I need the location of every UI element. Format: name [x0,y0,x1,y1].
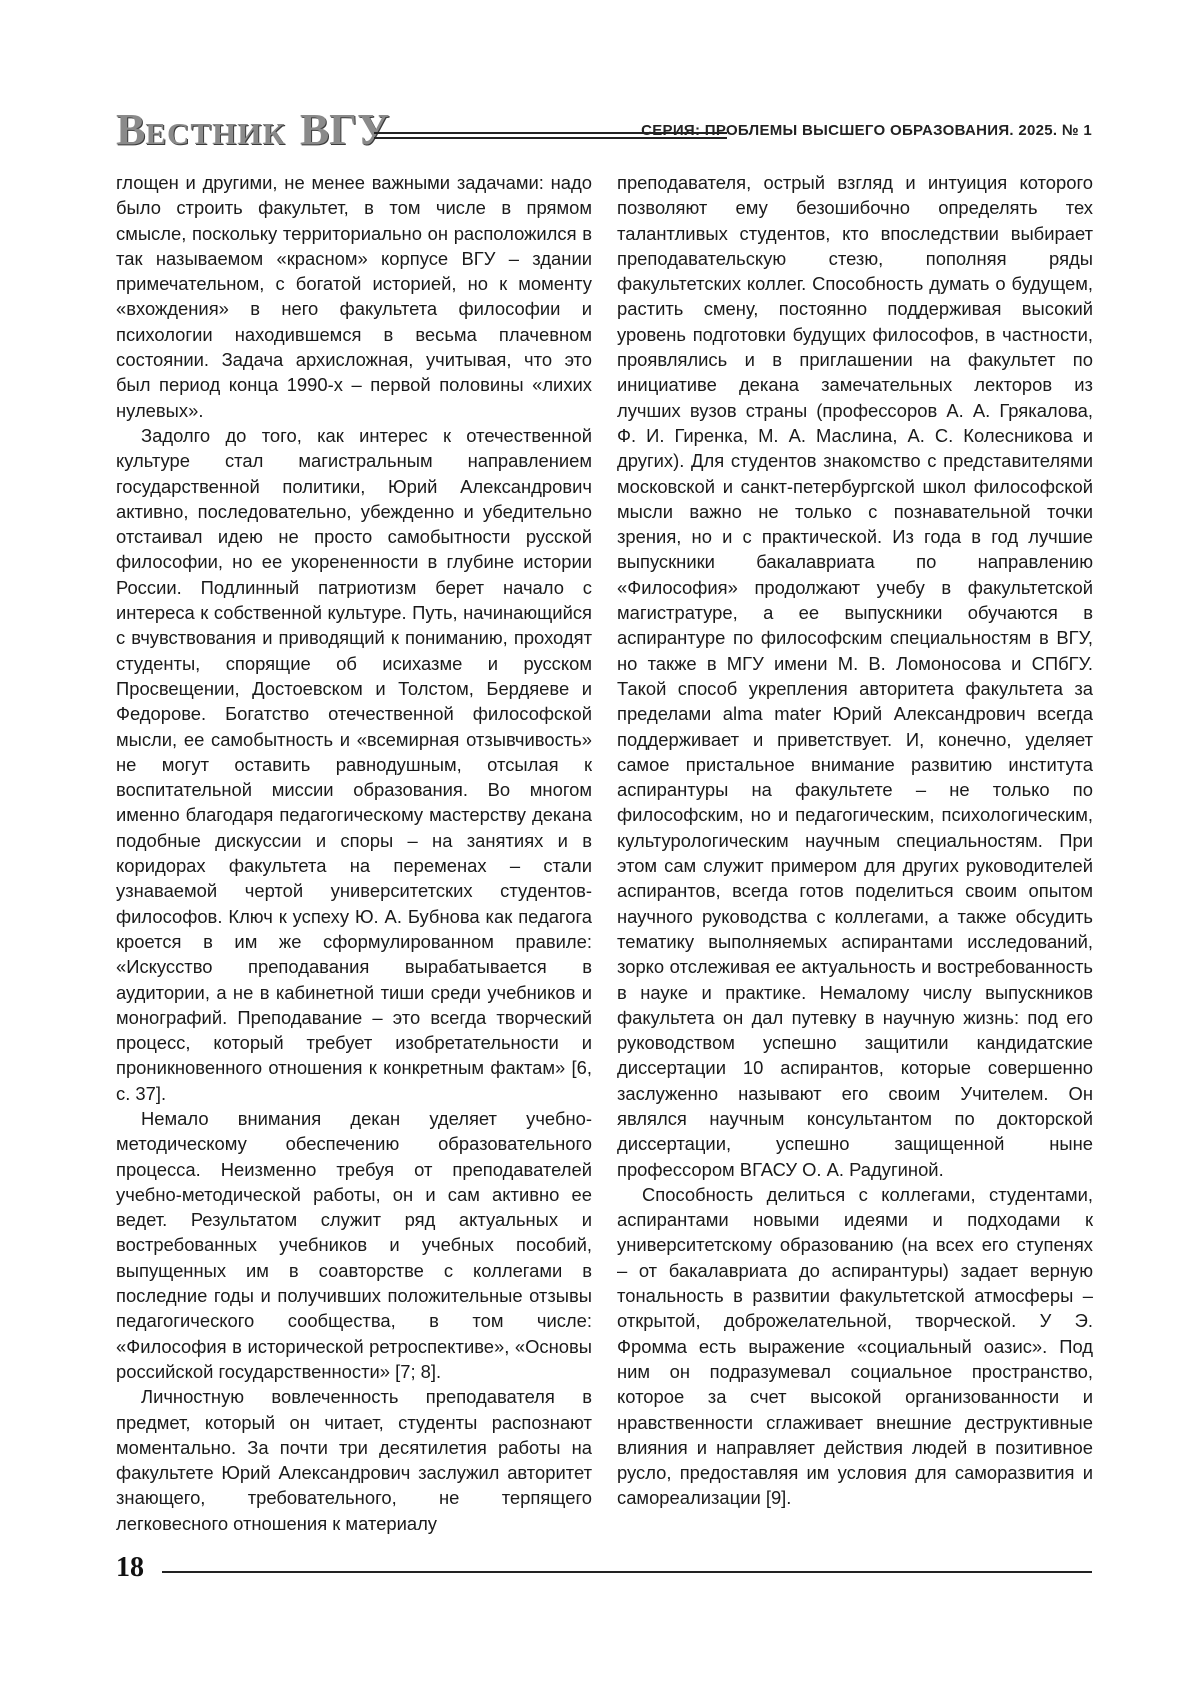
logo-letter-v2: В [299,105,330,154]
left-paragraph-4: Личностную вовлеченность преподавателя в предмет, который он читает, студенты распознают моментально. За почти три десятилетия работы на факультете Юрий Александрович заслужил авторитет знающего, требовательного, не терпящего легковесного отношения к материалу [116,1386,592,1534]
left-paragraph-3: Немало внимания декан уделяет учебно-методическому обеспечению образовательного процесса. Неизменно требуя от преподавателей учебно-методической работы, он и сам активно ее ведет. Результатом служит ряд актуальных и востребованных учебников и учебных пособий, выпущенных им в соавторстве с коллегами в последние годы и получивших положительные отзывы педагогического сообщества, в том числе: «Философия в исторической ретроспективе», «Основы российской государственности» [7; 8]. [116,1107,592,1382]
page-number: 18 [116,1552,144,1583]
right-paragraph-1: преподавателя, острый взгляд и интуиция которого позволяют ему безошибочно определять тех талантливых студентов, кто впоследствии выбирает преподавательскую стезю, пополняя ряды факультетских коллег. Способность думать о будущем, растить смену, постоянно поддерживая высокий уровень подготовки будущих философов, в частности, проявлялись и в приглашении на факультет по инициативе декана замечательных лекторов из лучших вузов страны (профессоров А. А. Грякалова, Ф. И. Гиренка, М. А. Маслина, А. С. Колесникова и других). Для студентов знакомство с представителями московской и санкт-петербургской школ философской мысли важно не только с познавательной точки зрения, но и с практической. Из года в год лучшие выпускники бакалавриата по направлению «Философия» продолжают учебу в факультетской магистратуре, а ее выпускники обучаются в аспирантуре по философским специальностям в ВГУ, но также в МГУ имени М. В. Ломоносова и СПбГУ. Такой способ укрепления авторитета факультета за пределами alma mater Юрий Александрович всегда поддерживает и приветствует. И, конечно, уделяет самое пристальное внимание развитию института аспирантуры на факультете – не только по философским, но и педагогическим, психологическим, культурологическим научным специальностям. При этом сам служит примером для других руководителей аспирантов, всегда готов поделиться своим опытом научного руководства с коллегами, а также обсудить тематику выполняемых аспирантами исследований, зорко отслеживая ее актуальность и востребованность в науке и практике. Немалому числу выпускников факультета он дал путевку в научную жизнь: под его руководством успешно защитили кандидатские диссертации 10 аспирантов, которые совершенно заслуженно называют его своим Учителем. Он являлся научным консультантом по докторской диссертации, успешно защищенной ныне профессором ВГАСУ О. А. Радугиной. [617,172,1093,1180]
left-column [116,170,592,1536]
logo-letter-v: В [116,105,146,154]
right-column [617,170,1093,1511]
series-title: СЕРИЯ: ПРОБЛЕМЫ ВЫСШЕГО ОБРАЗОВАНИЯ. 2025. № 1 [641,122,1092,139]
left-paragraph-2: Задолго до того, как интерес к отечественной культуре стал магистральным направлением государственной политики, Юрий Александрович активно, последовательно, убежденно и убедительно отстаивал идею не просто самобытности русской философии, но ее укорененности в глубине истории России. Подлинный патриотизм берет начало с интереса к собственной культуре. Путь, начинающийся с вчувствования и приводящий к пониманию, проходят студенты, спорящие об исихазме и русском Просвещении, Достоевском и Толстом, Бердяеве и Федорове. Богатство отечественной философской мысли, ее самобытность и «всемирная отзывчивость» не могут оставить равнодушным, отсылая к воспитательной миссии образования. Во многом именно благодаря педагогическому мастерству декана подобные дискуссии и споры – на занятиях и в коридорах факультета на переменах – стали узнаваемой чертой университетских студентов-философов. Ключ к успеху Ю. А. Бубнова как педагога кроется в им же сформулированном правиле: «Искусство преподавания вырабатывается в аудитории, а не в кабинетной тиши среди учебников и монографий. Преподавание – это всегда творческий процесс, который требует изобретательности и проникновенного отношения к конкретным фактам» [6, с. 37]. [116,424,592,1104]
left-paragraph-1: глощен и другими, не менее важными задачами: надо было строить факультет, в том числе в прямом смысле, поскольку территориально он расположился в так называемом «красном» корпусе ВГУ – здании примечательном, с богатой историей, но к моменту «вхождения» в него факультета философии и психологии находившемся в весьма плачевном состоянии. Задача архисложная, учитывая, что это был период конца 1990-х – первой половины «лихих нулевых». [116,172,592,421]
journal-logo [116,104,389,155]
journal-header [116,100,1092,154]
footer-rule [162,1571,1092,1573]
logo-letters-gu: ГУ [329,105,390,154]
right-paragraph-2: Способность делиться с коллегами, студентами, аспирантами новыми идеями и подходами к университетскому образованию (на всех его ступенях – от бакалавриата до аспирантуры) задает верную тональность в развитии факультетской атмосферы – открытой, доброжелательной, творческой. У Э. Фромма есть выражение «социальный оазис». Под ним он подразумевал социальное пространство, которое за счет высокой организованности и нравственности сглаживает внешние деструктивные влияния и направляет действия людей в позитивное русло, предоставляя им условия для саморазвития и самореализации [9]. [617,1183,1093,1509]
logo-word-rest: ЕСТНИК [145,116,286,151]
